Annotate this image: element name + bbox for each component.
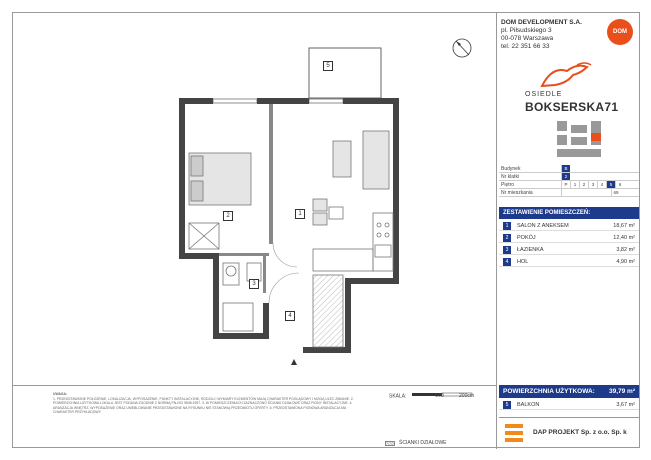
- room-label-1: 1: [295, 209, 305, 219]
- balcony-num: 5: [503, 401, 511, 409]
- brand-line1: OSIEDLE: [525, 91, 563, 98]
- floor-label: Piętro: [501, 181, 515, 188]
- room-name: SALON Z ANEKSEM: [517, 222, 569, 229]
- floor-plan-drawing: [13, 13, 497, 385]
- room-area: 3,82 m²: [616, 246, 635, 253]
- brand-name: BOKSERSKA: [525, 100, 605, 114]
- room-label-2: 2: [223, 211, 233, 221]
- room-area: 18,67 m²: [613, 222, 635, 229]
- company-info: [501, 19, 601, 51]
- room-row: [499, 221, 639, 231]
- room-area: 12,40 m²: [613, 234, 635, 241]
- room-num: 1: [503, 222, 511, 230]
- room-name: POKÓJ: [517, 234, 536, 241]
- floor-cell: 3: [588, 181, 597, 188]
- building-mini-map: [537, 113, 627, 168]
- scale-mid: 100: [435, 393, 444, 400]
- compass-icon: [453, 39, 471, 57]
- dap-logo-icon: [505, 424, 523, 442]
- horse-logo-icon: [537, 61, 597, 91]
- company-phone: tel. 22 351 66 33: [501, 43, 550, 50]
- stair-value: 2: [561, 173, 570, 180]
- company-street: pl. Piłsudskiego 3: [501, 27, 552, 34]
- floor-cell: 4: [597, 181, 606, 188]
- building-label: Budynek: [501, 165, 521, 172]
- total-area: 39,79 m²: [608, 388, 635, 395]
- brand-number: 71: [604, 100, 619, 114]
- room-row: [499, 257, 639, 267]
- floor-cell: 6: [615, 181, 624, 188]
- balcony-area: 3,67 m²: [616, 401, 635, 408]
- notes-text: [53, 392, 363, 415]
- scale-bar: [389, 391, 474, 401]
- walls-legend: [385, 440, 447, 446]
- floor-cell: P: [561, 181, 570, 188]
- room-num: 3: [503, 246, 511, 254]
- building-value: B: [561, 165, 570, 172]
- total-area-bar: [499, 385, 639, 398]
- scale-label: SKALA:: [389, 393, 407, 400]
- company-name: DOM DEVELOPMENT S.A.: [501, 19, 582, 26]
- notes-title: UWAGA:: [53, 392, 68, 396]
- unit-label: Nr mieszkania: [501, 189, 533, 196]
- entrance-arrow-icon: [291, 359, 297, 365]
- floor-row: [499, 181, 639, 189]
- rooms-header: ZESTAWIENIE POMIESZCZEŃ:: [499, 207, 639, 219]
- brand-line2: [525, 100, 618, 114]
- unit-row: [499, 189, 639, 197]
- scale-end: 200cm: [459, 393, 475, 400]
- walls-legend-label: ŚCIANKI DZIAŁOWE: [399, 440, 447, 446]
- total-label: POWIERZCHNIA UŻYTKOWA:: [503, 388, 595, 395]
- unit-value: 69: [611, 189, 620, 196]
- stair-label: Nr klatki: [501, 173, 520, 180]
- room-row: [499, 233, 639, 243]
- dom-logo: DOM: [607, 19, 633, 45]
- room-label-3: 3: [249, 279, 259, 289]
- room-name: ŁAZIENKA: [517, 246, 544, 253]
- unit-info-table: [499, 165, 639, 197]
- stair-row: [499, 173, 639, 181]
- floor-cell: 1: [570, 181, 579, 188]
- room-label-5: 5: [323, 61, 333, 71]
- floor-cell: 2: [579, 181, 588, 188]
- notes-body: 1. PRZEDSTAWIONE POŁOŻENIE, LOKALIZACJA, WYPOSAŻENIE, PUNKTY INSTALACYJNE, RODZAJ I WYMIARY ELEMENTÓW MAJĄ CHARAKTER POGLĄDOWY I MOGĄ ULEC ZMIANIE. 2. POWIERZCHNIA UŻYTKOWA LOKALU JEST PODANA ZGODNIE Z NORMĄ PN-ISO 9836:1997. 3. W POMIESZCZENIACH ZAZNACZONO ŚCIANKI DZIAŁOWE ORAZ PIONY INSTALACYJNE. 4. ARANŻACJA WNĘTRZ, WYPOSAŻENIE ORAZ UMEBLOWANIE PRZEDSTAWIONE NA RYSUNKU NIE STANOWIĄ PRZEDMIOTU OFERTY. 5. PRZEDSTAWIONA PIONOWA ARANŻACJA MA CHARAKTER PRZYKŁADOWY.: [53, 396, 354, 415]
- balcony-row: [499, 400, 639, 410]
- sidebar: [497, 13, 641, 449]
- company-city: 00-078 Warszawa: [501, 35, 554, 42]
- room-name: HOL: [517, 258, 529, 265]
- floor-cell-selected: 5: [606, 181, 615, 188]
- room-num: 2: [503, 234, 511, 242]
- room-area: 4,90 m²: [616, 258, 635, 265]
- dap-footer: [499, 417, 639, 447]
- dap-name: DAP PROJEKT Sp. z o.o. Sp. k: [533, 429, 627, 436]
- room-label-4: 4: [285, 311, 295, 321]
- room-row: [499, 245, 639, 255]
- hatch-swatch-icon: [385, 441, 395, 446]
- building-row: [499, 165, 639, 173]
- room-num: 4: [503, 258, 511, 266]
- plan-sheet: [12, 12, 640, 448]
- balcony-name: BALKON: [517, 401, 540, 408]
- floor-plan: [13, 13, 497, 385]
